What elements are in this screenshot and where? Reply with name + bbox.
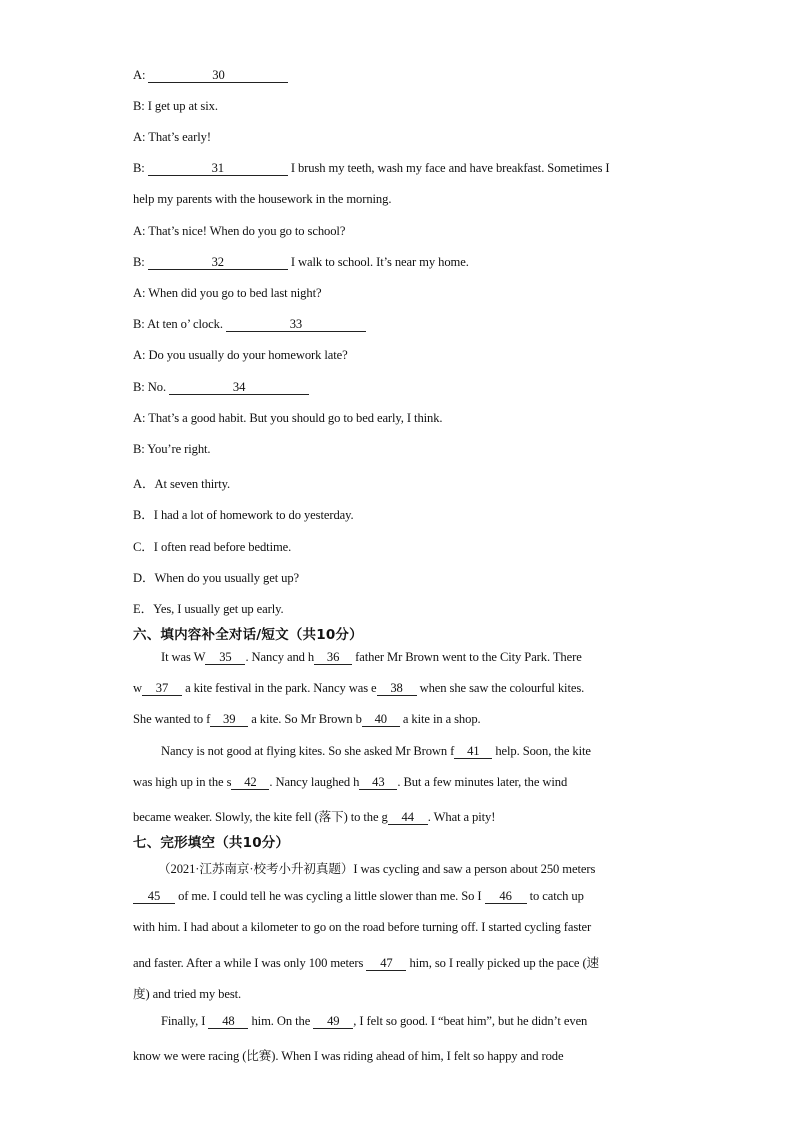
blank-48: 48: [208, 1015, 248, 1029]
blank-42: 42: [231, 776, 269, 790]
paragraph-line: with him. I had about a kilometer to go on the road before turning off. I started cycling faster: [133, 920, 592, 934]
section-6-title: 六、填内容补全对话/短文（共10分）: [133, 627, 363, 643]
blank-45: 45: [133, 890, 175, 904]
dialogue-line-30: A: 30: [133, 68, 288, 83]
dialogue-line: A: That’s nice! When do you go to school?: [133, 224, 346, 238]
blank-31: 31: [148, 162, 288, 176]
blank-34: 34: [169, 381, 309, 395]
dialogue-line: A: That’s early!: [133, 130, 211, 144]
blank-40: 40: [362, 713, 400, 727]
blank-39: 39: [210, 713, 248, 727]
blank-37: 37: [142, 682, 182, 696]
paragraph-line: Nancy is not good at flying kites. So she asked Mr Brown f 41 help. Soon, the kite: [161, 744, 591, 758]
blank-33: 33: [226, 318, 366, 332]
blank-44: 44: [388, 811, 428, 825]
option-item: D．When do you usually get up?: [133, 571, 300, 585]
option-item: E．Yes, I usually get up early.: [133, 602, 284, 616]
blank-46: 46: [485, 890, 527, 904]
blank-30: 30: [148, 69, 288, 83]
dialogue-line: A: That’s a good habit. But you should go to bed early, I think.: [133, 411, 443, 425]
paragraph-line: It was W 35 . Nancy and h 36 father Mr Brown went to the City Park. There: [161, 650, 582, 664]
option-item: C．I often read before bedtime.: [133, 540, 292, 554]
option-item: A．At seven thirty.: [133, 477, 231, 491]
blank-36: 36: [314, 651, 352, 665]
dialogue-line: A: When did you go to bed last night?: [133, 286, 322, 300]
blank-35: 35: [205, 651, 245, 665]
paragraph-line: Finally, I 48 him. On the 49 , I felt so good. I “beat him”, but he didn’t even: [161, 1014, 588, 1028]
blank-47: 47: [366, 957, 406, 971]
dialogue-line: B: You’re right.: [133, 442, 211, 456]
paragraph-line: and faster. After a while I was only 100 meters 47 him, so I really picked up the pace (速: [133, 956, 600, 970]
section-7-title: 七、完形填空（共10分）: [133, 835, 290, 851]
paragraph-line: became weaker. Slowly, the kite fell (落下) to the g 44 . What a pity!: [133, 810, 496, 824]
blank-43: 43: [359, 776, 397, 790]
paragraph-line: She wanted to f 39 a kite. So Mr Brown b 40 a kite in a shop.: [133, 712, 481, 726]
dialogue-line-34: B: No. 34: [133, 380, 309, 395]
dialogue-line: help my parents with the housework in the morning.: [133, 192, 392, 206]
dialogue-line-31: B: 31 I brush my teeth, wash my face and have breakfast. Sometimes I: [133, 161, 610, 175]
dialogue-line: B: I get up at six.: [133, 99, 218, 113]
paragraph-line: w 37 a kite festival in the park. Nancy was e 38 when she saw the colourful kites.: [133, 681, 585, 695]
blank-38: 38: [377, 682, 417, 696]
dialogue-line-33: B: At ten o’ clock. 33: [133, 317, 366, 332]
dialogue-line: A: Do you usually do your homework late?: [133, 348, 348, 362]
dialogue-line-32: B: 32 I walk to school. It’s near my home.: [133, 255, 469, 269]
blank-41: 41: [454, 745, 492, 759]
paragraph-line: （2021·江苏南京·校考小升初真题）I was cycling and saw a person about 250 meters: [158, 862, 596, 876]
blank-49: 49: [313, 1015, 353, 1029]
paragraph-line: know we were racing (比赛). When I was riding ahead of him, I felt so happy and rode: [133, 1049, 564, 1063]
paragraph-line: 度) and tried my best.: [133, 987, 242, 1001]
paragraph-line: was high up in the s 42 . Nancy laughed h 43 . But a few minutes later, the wind: [133, 775, 568, 789]
blank-32: 32: [148, 256, 288, 270]
paragraph-line: 45 of me. I could tell he was cycling a little slower than me. So I 46 to catch up: [133, 889, 584, 904]
option-item: B．I had a lot of homework to do yesterday.: [133, 508, 354, 522]
